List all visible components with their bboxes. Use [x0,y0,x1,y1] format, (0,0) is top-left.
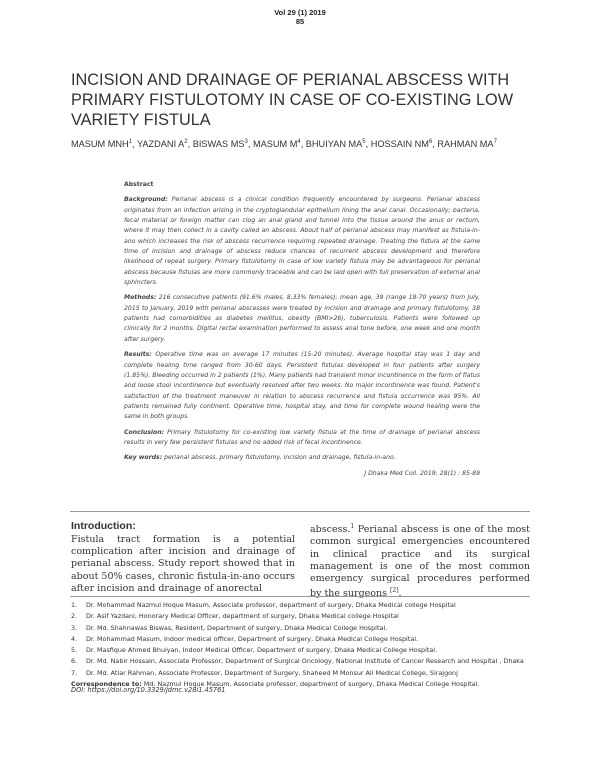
author: RAHMAN $MA^7$ [437,139,497,150]
author: YAZDANI $A^2$, [136,139,193,150]
abstract-block [124,180,480,479]
introduction-text-left: Fistula tract formation is a potential complication after incision and drainage of perianal abscess. Study report showed that in about 50% cases, chronic fistula-in-ano occurs after incision and drainage of anorectal [71,534,295,594]
page-number: 85 [295,17,305,26]
article-title: INCISION AND DRAINAGE OF PERIANAL ABSCESS WITH PRIMARY FISTULOTOMY IN CASE OF CO-EXISTING LOW VARIETY FISTULA [71,71,514,129]
footnote-item: 7. Dr. Md. Atiar Rahman, Associate Professor, Department of Surgery, Shaheed M Monsur Ali Medical College, Sirajgonj [71,668,458,677]
footnote-item: 4. Dr. Mohammad Masum, Indoor medical officer, Department of surgery, Dhaka Medical College Hospital. [71,634,419,643]
abstract-results: Results: Operative time was on average 17 minutes (15-20 minutes). Average hospital stay was 1 day and complete healing time ranged from 30-60 days. Persistent fistulas developed in four patients after surgery (1.85%). Bleeding occurred in 2 patients (1%). Many patients had transient minor incontinence in the form of flatus and loose stool incontinence but eventually resolved after two weeks. No major incontinence was found. Patient's satisfaction of the treatment maneuver in relation to abscess recurrence and fistula occurrence was 95%. All patients remained fully continent. Operative time, hospital stay, and time for complete wound healing were the same in both groups. [124,351,480,421]
correspondence: Correspondence to: Md. Nazmul Hoque Masum, Associate professor, department of surgery, Dhaka Medical College Hospital. [71,680,480,689]
footnote-item: 2. Dr. Asif Yazdani, Honorary Medical Officer, department of surgery, Dhaka Medical college Hospital [71,612,399,621]
abstract-heading: Abstract [124,181,154,188]
abstract-keywords: Key words: perianal abscess, primary fistulotomy, incision and drainage, fistula-in-ano. [124,454,396,462]
author: MASUM MNH$^1$, [71,139,137,150]
author: MASUM $M^4$, [252,139,306,150]
footnote-item: 3. Dr. Md. Shahnawas Biswas, Resident, Department of surgery, Dhaka Medical College Hospital. [71,623,388,632]
footnote-item: 6. Dr. Md. Nabir Hossain, Associate Professor, Department of Surgical Oncology, National Institute of Cancer Research and Hospital , Dhaka [71,657,524,666]
author: BHUIYAN $MA^5$, [305,139,371,150]
introduction-column-left [71,520,295,595]
volume-label: Vol 29 (1) 2019 [274,8,326,17]
author-list [71,136,541,150]
abstract-background: Background: Perianal abscess is a clinical condition frequently encountered by surgeons. Perianal abscess originates from an infection arising in the cryptoglandular epithelium lining the anal canal. Occasionally; bacteria, fecal material or foreign matter can clog an anal gland and tunnel into the tissue around the anus or rectum, where it may then collect in a cavity called an abscess. About half of perianal abscess may manifest as fistula-in-ano which increases the risk of abscess recurrence requiring repeated drainage. Treating the fistula at the same time of incision and drainage of abscess reduce chances of recurrent abscess development and therefore likelihood of repeat surgery. Primary fistulotomy in case of low variety fistula may be advantageous for perianal abscess because fistulas are more commonly traceable and can be laid open with full preservation of external anal sphincters. [124,196,481,287]
doi-link[interactable]: DOI: https://doi.org/10.3329/jdmc.v28i1.45761 [71,686,226,694]
journal-citation: J Dhaka Med Coll. 2019; 28(1) : 85-89 [364,469,480,477]
footnote-item: 1. Dr. Mohammad Nazmul Hoque Masum, Associate professor, department of surgery, Dhaka Medical college Hospital [71,601,456,609]
author: HOSSAIN $NM^6$, [370,139,438,150]
introduction-column-right: abscess.$^1$ Perianal abscess is one of the most common surgical emergencies encountered in clinical practice and its surgical management is one of the most common emergency surgical procedures performed by the surgeons [2]. [310,523,530,600]
section-divider [70,511,530,512]
running-header [0,8,600,26]
author: BISWAS $MS^3$, [192,139,253,150]
abstract-conclusion: Conclusion: Primary fistulotomy for co-existing low variety fistula at the time of drainage of perianal abscess results in very few persistent fistulas and no added risk of fecal incontinence. [124,428,480,446]
footnotes [71,600,533,690]
abstract-methods: Methods: 216 consecutive patients (91.6% males, 8.33% females); mean age, 39 (range 18-70 years) from July, 2015 to January, 2019 with perianal abscesses were treated by incision and drainage and primary fistulotomy. 38 patients had comorbidities as diabetes mellitus, obesity (BMI>26), tuberculosis. Patients were followed up clinically for 2 months. Digital rectal examination performed to assess anal tone before, one week and one month after surgery. [124,294,480,343]
footnote-item: 5. Dr. Masfique Ahmed Bhuiyan, Indoor Medical Officer, Department of surgery, Dhaka Medical College Hospital. [71,646,438,655]
footnote-divider [70,596,530,597]
introduction-heading: Introduction: [71,520,136,532]
